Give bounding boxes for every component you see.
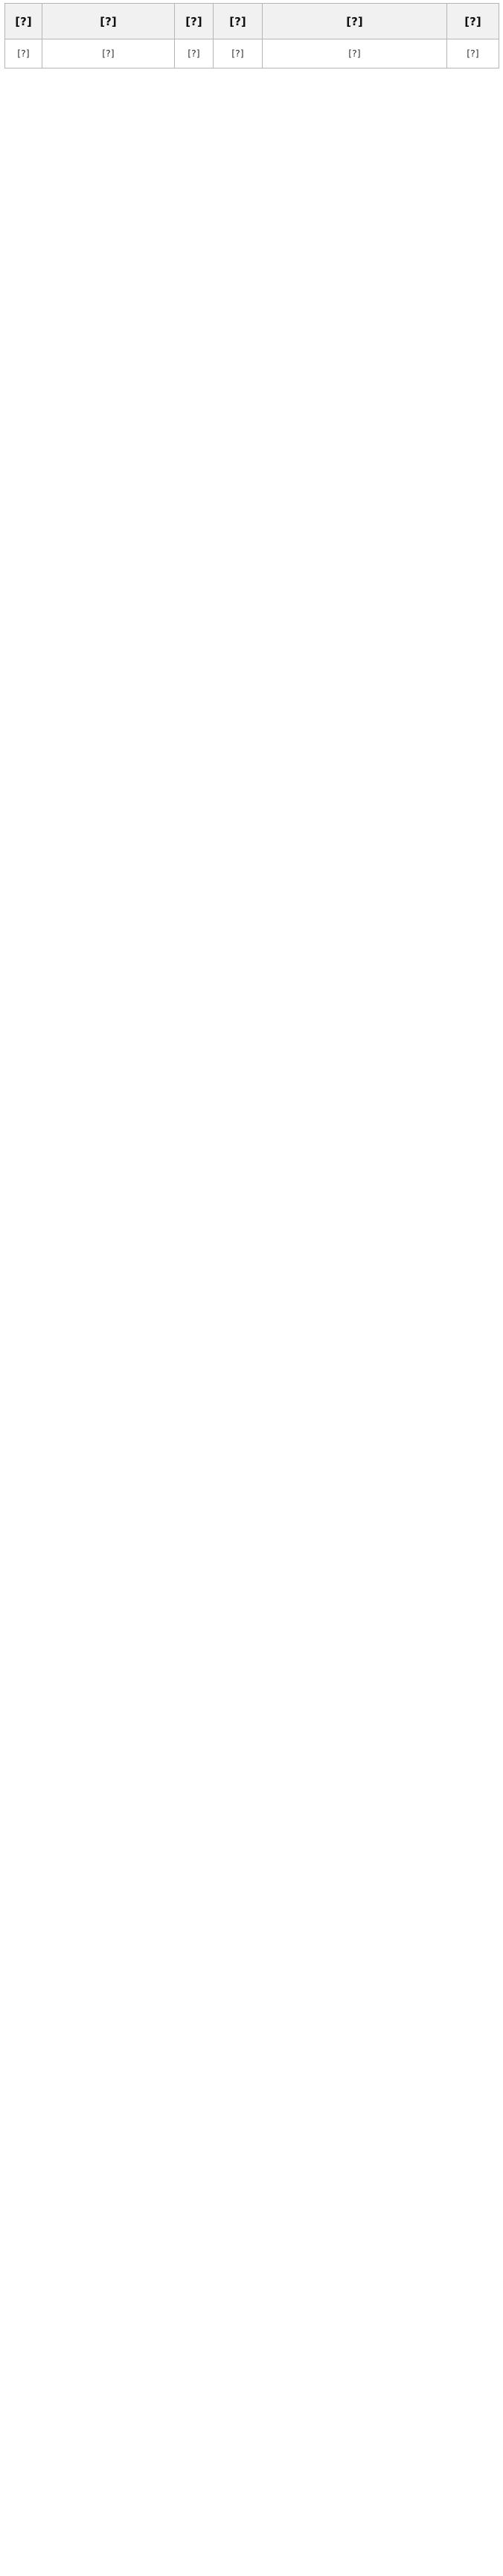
- episode-count: [?]: [175, 39, 214, 68]
- drama-registration-table: [4, 3, 499, 68]
- column-header-theme: [?]: [214, 4, 263, 39]
- table-body: [5, 39, 499, 68]
- drama-title: [?]: [42, 39, 175, 68]
- column-header-episodes: [?]: [175, 4, 214, 39]
- column-header-applicant: [?]: [263, 4, 447, 39]
- column-header-title: [?]: [42, 4, 175, 39]
- table-header-row: [5, 4, 499, 39]
- applicant-unit: [?]: [263, 39, 447, 68]
- column-header-number: [?]: [5, 4, 42, 39]
- column-header-note: [?]: [447, 4, 499, 39]
- remark: [?]: [447, 39, 499, 68]
- row-number: [?]: [5, 39, 42, 68]
- theme-category: [?]: [214, 39, 263, 68]
- table-row: [5, 39, 499, 68]
